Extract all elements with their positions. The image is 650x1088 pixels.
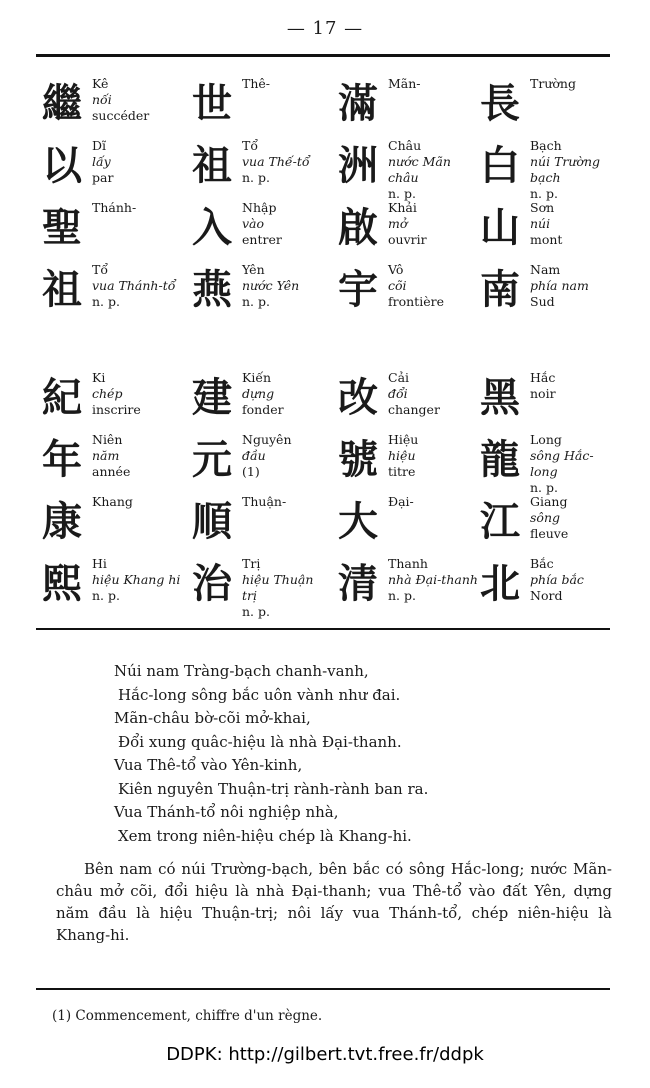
footnote: (1) Commencement, chiffre d'un règne. — [52, 1008, 323, 1024]
vocab-entry — [186, 76, 331, 138]
french-meaning: Nord — [530, 588, 563, 603]
sino-vietnamese-reading: Mãn- — [388, 76, 421, 91]
french-meaning: inscrire — [92, 402, 141, 417]
sino-vietnamese-reading: Khang — [92, 494, 133, 509]
french-meaning: par — [92, 170, 114, 185]
french-meaning: changer — [388, 402, 440, 417]
sino-vietnamese-reading: Yên — [242, 262, 265, 277]
vietnamese-meaning: hiệu Khang hi — [92, 572, 181, 587]
sino-vietnamese-reading: Đại- — [388, 494, 414, 509]
gloss — [92, 370, 182, 418]
vocab-entry — [332, 200, 477, 262]
vietnamese-meaning: nhà Đại-thanh — [388, 572, 478, 587]
vocab-entry — [36, 76, 181, 138]
chinese-character: 白 — [480, 143, 520, 189]
vocab-entry — [36, 200, 181, 262]
chinese-character: 長 — [480, 81, 520, 127]
sino-vietnamese-reading: Kiến — [242, 370, 272, 385]
sino-vietnamese-reading: Thê- — [242, 76, 271, 91]
chinese-character: 滿 — [338, 81, 378, 127]
vietnamese-meaning: đầu — [242, 448, 266, 463]
vietnamese-meaning: mở — [388, 216, 408, 231]
vocab-entry — [474, 432, 619, 494]
french-meaning: n. p. — [242, 294, 270, 309]
vietnamese-meaning: nước Mãn châu — [388, 154, 451, 185]
vietnamese-meaning: vào — [242, 216, 265, 231]
vocab-entry — [332, 494, 477, 556]
sino-vietnamese-reading: Hắc — [530, 370, 556, 385]
vocab-entry — [36, 494, 181, 556]
sino-vietnamese-reading: Dĩ — [92, 138, 107, 153]
gloss — [92, 556, 182, 604]
chinese-character: 江 — [480, 499, 520, 545]
gloss — [388, 494, 478, 510]
gloss — [388, 370, 478, 418]
french-meaning: année — [92, 464, 131, 479]
sino-vietnamese-reading: Sơn — [530, 200, 555, 215]
poem-line: Hắc-long sông bắc uôn vành như đai. — [118, 685, 401, 704]
chinese-character: 改 — [338, 375, 378, 421]
vietnamese-meaning: cõi — [388, 278, 407, 293]
gloss — [92, 200, 182, 216]
sino-vietnamese-reading: Niên — [92, 432, 123, 447]
french-meaning: succéder — [92, 108, 150, 123]
sino-vietnamese-reading: Trị — [242, 556, 261, 571]
gloss — [242, 262, 332, 310]
vietnamese-meaning: núi Trường bạch — [530, 154, 601, 185]
gloss — [388, 76, 478, 92]
vocab-entry — [474, 200, 619, 262]
gloss — [388, 432, 478, 480]
sino-vietnamese-reading: Tổ — [242, 138, 258, 153]
vietnamese-meaning: hiệu — [388, 448, 416, 463]
sino-vietnamese-reading: Long — [530, 432, 562, 447]
vietnamese-meaning: năm — [92, 448, 120, 463]
chinese-character: 龍 — [480, 437, 520, 483]
vietnamese-meaning: nước Yên — [242, 278, 300, 293]
sino-vietnamese-reading: Tổ — [92, 262, 108, 277]
gloss — [530, 556, 620, 604]
gloss — [92, 76, 182, 124]
french-meaning: entrer — [242, 232, 282, 247]
sino-vietnamese-reading: Thánh- — [92, 200, 137, 215]
poem-line: Mãn-châu bờ-cõi mở-khai, — [114, 709, 311, 727]
vietnamese-meaning: phía bắc — [530, 572, 584, 587]
vocab-entry — [474, 138, 619, 200]
french-meaning: Sud — [530, 294, 555, 309]
gloss — [530, 76, 620, 92]
sino-vietnamese-reading: Hiệu — [388, 432, 419, 447]
sino-vietnamese-reading: Ki — [92, 370, 106, 385]
chinese-character: 宇 — [338, 267, 378, 313]
gloss — [242, 494, 332, 510]
vietnamese-meaning: đổi — [388, 386, 408, 401]
chinese-character: 清 — [338, 561, 378, 607]
french-meaning: n. p. — [242, 604, 270, 619]
watermark: DDPK: http://gilbert.tvt.free.fr/ddpk — [166, 1044, 484, 1065]
vocab-entry — [36, 556, 181, 618]
chinese-character: 治 — [192, 561, 232, 607]
gloss — [242, 138, 332, 186]
french-meaning: n. p. — [242, 170, 270, 185]
vocab-entry — [332, 432, 477, 494]
sino-vietnamese-reading: Hi — [92, 556, 107, 571]
vocab-entry — [474, 494, 619, 556]
gloss — [530, 262, 620, 310]
middle-rule — [36, 628, 610, 630]
vietnamese-meaning: phía nam — [530, 278, 589, 293]
gloss — [242, 370, 332, 418]
vocab-entry — [186, 138, 331, 200]
gloss — [530, 138, 620, 202]
vietnamese-meaning: vua Thánh-tổ — [92, 278, 176, 293]
chinese-character: 建 — [192, 375, 232, 421]
gloss — [530, 432, 620, 496]
chinese-character: 大 — [338, 499, 378, 545]
french-meaning: ouvrir — [388, 232, 427, 247]
gloss — [388, 138, 478, 202]
vietnamese-meaning: hiệu Thuận trị — [242, 572, 314, 603]
vocab-entry — [332, 556, 477, 618]
french-meaning: titre — [388, 464, 416, 479]
poem-line: Xem trong niên-hiệu chép là Khang-hi. — [118, 826, 412, 845]
chinese-character: 燕 — [192, 267, 232, 313]
vietnamese-meaning: sông Hắc-long — [530, 448, 594, 479]
chinese-character: 熙 — [42, 561, 82, 607]
vocab-entry — [36, 138, 181, 200]
french-meaning: n. p. — [92, 294, 120, 309]
vocab-entry — [332, 138, 477, 200]
chinese-character: 世 — [192, 81, 232, 127]
gloss — [530, 494, 620, 542]
vocab-entry — [186, 370, 331, 432]
chinese-character: 康 — [42, 499, 82, 545]
sino-vietnamese-reading: Cải — [388, 370, 410, 385]
vocab-entry — [36, 370, 181, 432]
vietnamese-meaning: nối — [92, 92, 112, 107]
vocab-entry — [474, 262, 619, 324]
chinese-character: 祖 — [42, 267, 82, 313]
chinese-character: 山 — [480, 205, 520, 251]
french-meaning: fonder — [242, 402, 284, 417]
vietnamese-meaning: sông — [530, 510, 560, 525]
poem-line: Núi nam Tràng-bạch chanh-vanh, — [114, 662, 369, 680]
chinese-character: 南 — [480, 267, 520, 313]
vietnamese-meaning: núi — [530, 216, 551, 231]
gloss — [242, 556, 332, 620]
poem-line: Vua Thê-tổ vào Yên-kinh, — [114, 756, 303, 774]
gloss — [92, 432, 182, 480]
gloss — [388, 262, 478, 310]
poem — [114, 660, 594, 848]
chinese-character: 祖 — [192, 143, 232, 189]
vocab-entry — [36, 262, 181, 324]
french-meaning: n. p. — [530, 186, 558, 201]
poem-line: Đổi xung quâc-hiệu là nhà Đại-thanh. — [118, 732, 402, 751]
top-rule — [36, 54, 610, 57]
vocab-entry — [186, 200, 331, 262]
chinese-character: 元 — [192, 437, 232, 483]
chinese-character: 以 — [42, 143, 82, 189]
gloss — [92, 138, 182, 186]
sino-vietnamese-reading: Nguyên — [242, 432, 292, 447]
gloss — [530, 200, 620, 248]
gloss — [388, 556, 478, 604]
gloss — [242, 200, 332, 248]
sino-vietnamese-reading: Khải — [388, 200, 417, 215]
chinese-character: 入 — [192, 205, 232, 251]
vietnamese-meaning: chép — [92, 386, 123, 401]
gloss — [92, 262, 182, 310]
vocab-entry — [474, 76, 619, 138]
gloss — [242, 76, 332, 92]
gloss — [388, 200, 478, 248]
vocab-entry — [332, 370, 477, 432]
vocab-entry — [474, 556, 619, 618]
vocab-entry — [36, 432, 181, 494]
chinese-character: 洲 — [338, 143, 378, 189]
chinese-character: 號 — [338, 437, 378, 483]
vocab-entry — [332, 262, 477, 324]
sino-vietnamese-reading: Nhập — [242, 200, 277, 215]
sino-vietnamese-reading: Châu — [388, 138, 422, 153]
sino-vietnamese-reading: Thuận- — [242, 494, 287, 509]
vocab-entry — [186, 262, 331, 324]
poem-line: Kiên nguyên Thuận-trị rành-rành ban ra. — [118, 779, 429, 798]
vietnamese-meaning: dựng — [242, 386, 275, 401]
gloss — [242, 432, 332, 480]
gloss — [92, 494, 182, 510]
sino-vietnamese-reading: Bạch — [530, 138, 562, 153]
chinese-character: 順 — [192, 499, 232, 545]
sino-vietnamese-reading: Vô — [388, 262, 404, 277]
prose-paragraph: Bên nam có núi Trường-bạch, bên bắc có sông Hắc-long; nước Mãn-châu mở cõi, đổi hiệu là nhà Đại-thanh; vua Thê-tổ vào đất Yên, dựng năm đầu là hiệu Thuận-trị; nôi lấy vua Thánh-tổ, chép niên-hiệu là Khang-hi. — [56, 860, 612, 944]
french-meaning: n. p. — [92, 588, 120, 603]
vietnamese-meaning: lấy — [92, 154, 111, 169]
chinese-character: 黑 — [480, 375, 520, 421]
vocab-entry — [186, 432, 331, 494]
sino-vietnamese-reading: Thanh — [388, 556, 428, 571]
sino-vietnamese-reading: Nam — [530, 262, 561, 277]
chinese-character: 北 — [480, 561, 520, 607]
sino-vietnamese-reading: Bắc — [530, 556, 554, 571]
page-number: — 17 — — [286, 18, 364, 39]
french-meaning: noir — [530, 386, 556, 401]
french-meaning: n. p. — [530, 480, 558, 495]
gloss — [530, 370, 620, 402]
french-meaning: n. p. — [388, 186, 416, 201]
chinese-character: 紀 — [42, 375, 82, 421]
chinese-character: 繼 — [42, 81, 82, 127]
chinese-character: 年 — [42, 437, 82, 483]
poem-line: Vua Thánh-tổ nôi nghiệp nhà, — [114, 803, 339, 821]
sino-vietnamese-reading: Giang — [530, 494, 568, 509]
french-meaning: frontière — [388, 294, 444, 309]
chinese-character: 啟 — [338, 205, 378, 251]
french-meaning: (1) — [242, 464, 260, 479]
vocab-entry — [186, 494, 331, 556]
vietnamese-meaning: vua Thế-tổ — [242, 154, 310, 169]
sino-vietnamese-reading: Trường — [530, 76, 576, 91]
chinese-character: 聖 — [42, 205, 82, 251]
french-meaning: fleuve — [530, 526, 569, 541]
vocab-entry — [332, 76, 477, 138]
vocab-entry — [186, 556, 331, 618]
french-meaning: n. p. — [388, 588, 416, 603]
french-meaning: mont — [530, 232, 563, 247]
footnote-rule — [36, 988, 610, 990]
vocab-entry — [474, 370, 619, 432]
sino-vietnamese-reading: Kê — [92, 76, 109, 91]
